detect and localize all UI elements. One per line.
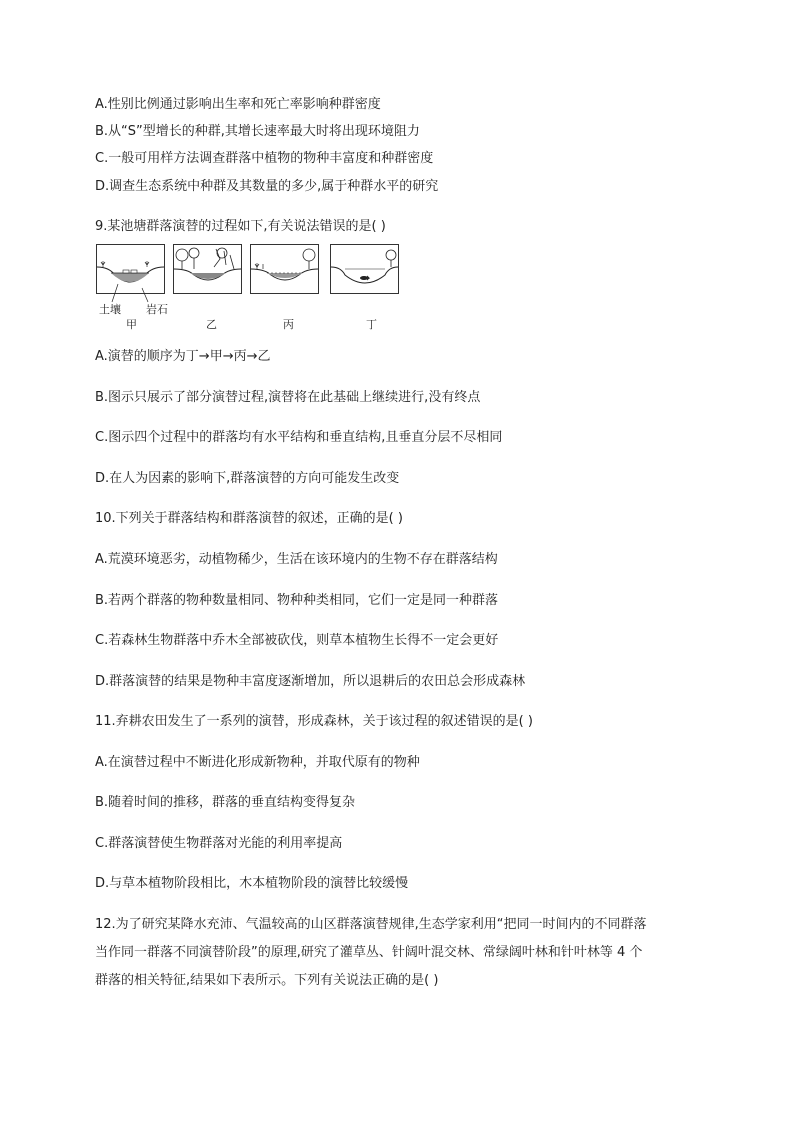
option-c-q8: C.一般可用样方法调查群落中植物的物种丰富度和种群密度 xyxy=(95,151,434,166)
option-b-q10: B.若两个群落的物种数量相同、物种种类相同，它们一定是同一种群落 xyxy=(95,593,499,608)
option-d-q11: D.与草本植物阶段相比，木本植物阶段的演替比较缓慢 xyxy=(95,876,409,891)
option-d-q10: D.群落演替的结果是物种丰富度逐渐增加，所以退耕后的农田总会形成森林 xyxy=(95,674,526,689)
caption-yi: 乙 xyxy=(206,318,217,331)
option-d-q9: D.在人为因素的影响下,群落演替的方向可能发生改变 xyxy=(95,471,400,486)
question-10: 10.下列关于群落结构和群落演替的叙述，正确的是( ) xyxy=(95,511,403,526)
label-rock: 岩石 xyxy=(146,303,168,316)
label-soil: 土壤 xyxy=(99,303,121,316)
option-d-q8: D.调查生态系统中种群及其数量的多少,属于种群水平的研究 xyxy=(95,179,439,194)
option-b-q11: B.随着时间的推移，群落的垂直结构变得复杂 xyxy=(95,795,356,810)
question-12-line-3: 群落的相关特征,结果如下表所示。下列有关说法正确的是( ) xyxy=(95,973,439,988)
panel-ding xyxy=(330,244,399,294)
option-a-q9: A.演替的顺序为丁→甲→丙→乙 xyxy=(95,349,271,364)
option-c-q11: C.群落演替使生物群落对光能的利用率提高 xyxy=(95,836,343,851)
panel-yi xyxy=(173,244,242,294)
question-12-line-1: 12.为了研究某降水充沛、气温较高的山区群落演替规律,生态学家利用“把同一时间内的不同群落 xyxy=(95,917,647,932)
caption-bing: 丙 xyxy=(283,318,294,331)
option-c-q10: C.若森林生物群落中乔木全部被砍伐，则草本植物生长得不一定会更好 xyxy=(95,633,499,648)
question-12-line-2: 当作同一群落不同演替阶段”的原理,研究了灌草丛、针阔叶混交林、常绿阔叶林和针叶林等 4 个 xyxy=(95,945,643,960)
option-b-q9: B.图示只展示了部分演替过程,演替将在此基础上继续进行,没有终点 xyxy=(95,390,481,405)
caption-jia: 甲 xyxy=(126,318,137,331)
option-c-q9: C.图示四个过程中的群落均有水平结构和垂直结构,且垂直分层不尽相同 xyxy=(95,430,503,445)
option-a-q10: A.荒漠环境恶劣，动植物稀少，生活在该环境内的生物不存在群落结构 xyxy=(95,552,498,567)
question-11: 11.弃耕农田发生了一系列的演替，形成森林，关于该过程的叙述错误的是( ) xyxy=(95,714,533,729)
option-a-q11: A.在演替过程中不断进化形成新物种，并取代原有的物种 xyxy=(95,755,420,770)
option-a-q8: A.性别比例通过影响出生率和死亡率影响种群密度 xyxy=(95,97,381,112)
caption-ding: 丁 xyxy=(366,318,377,331)
question-9: 9.某池塘群落演替的过程如下,有关说法错误的是( ) xyxy=(95,219,386,234)
option-b-q8: B.从“S”型增长的种群,其增长速率最大时将出现环境阻力 xyxy=(95,124,420,139)
panel-bing xyxy=(250,244,319,294)
